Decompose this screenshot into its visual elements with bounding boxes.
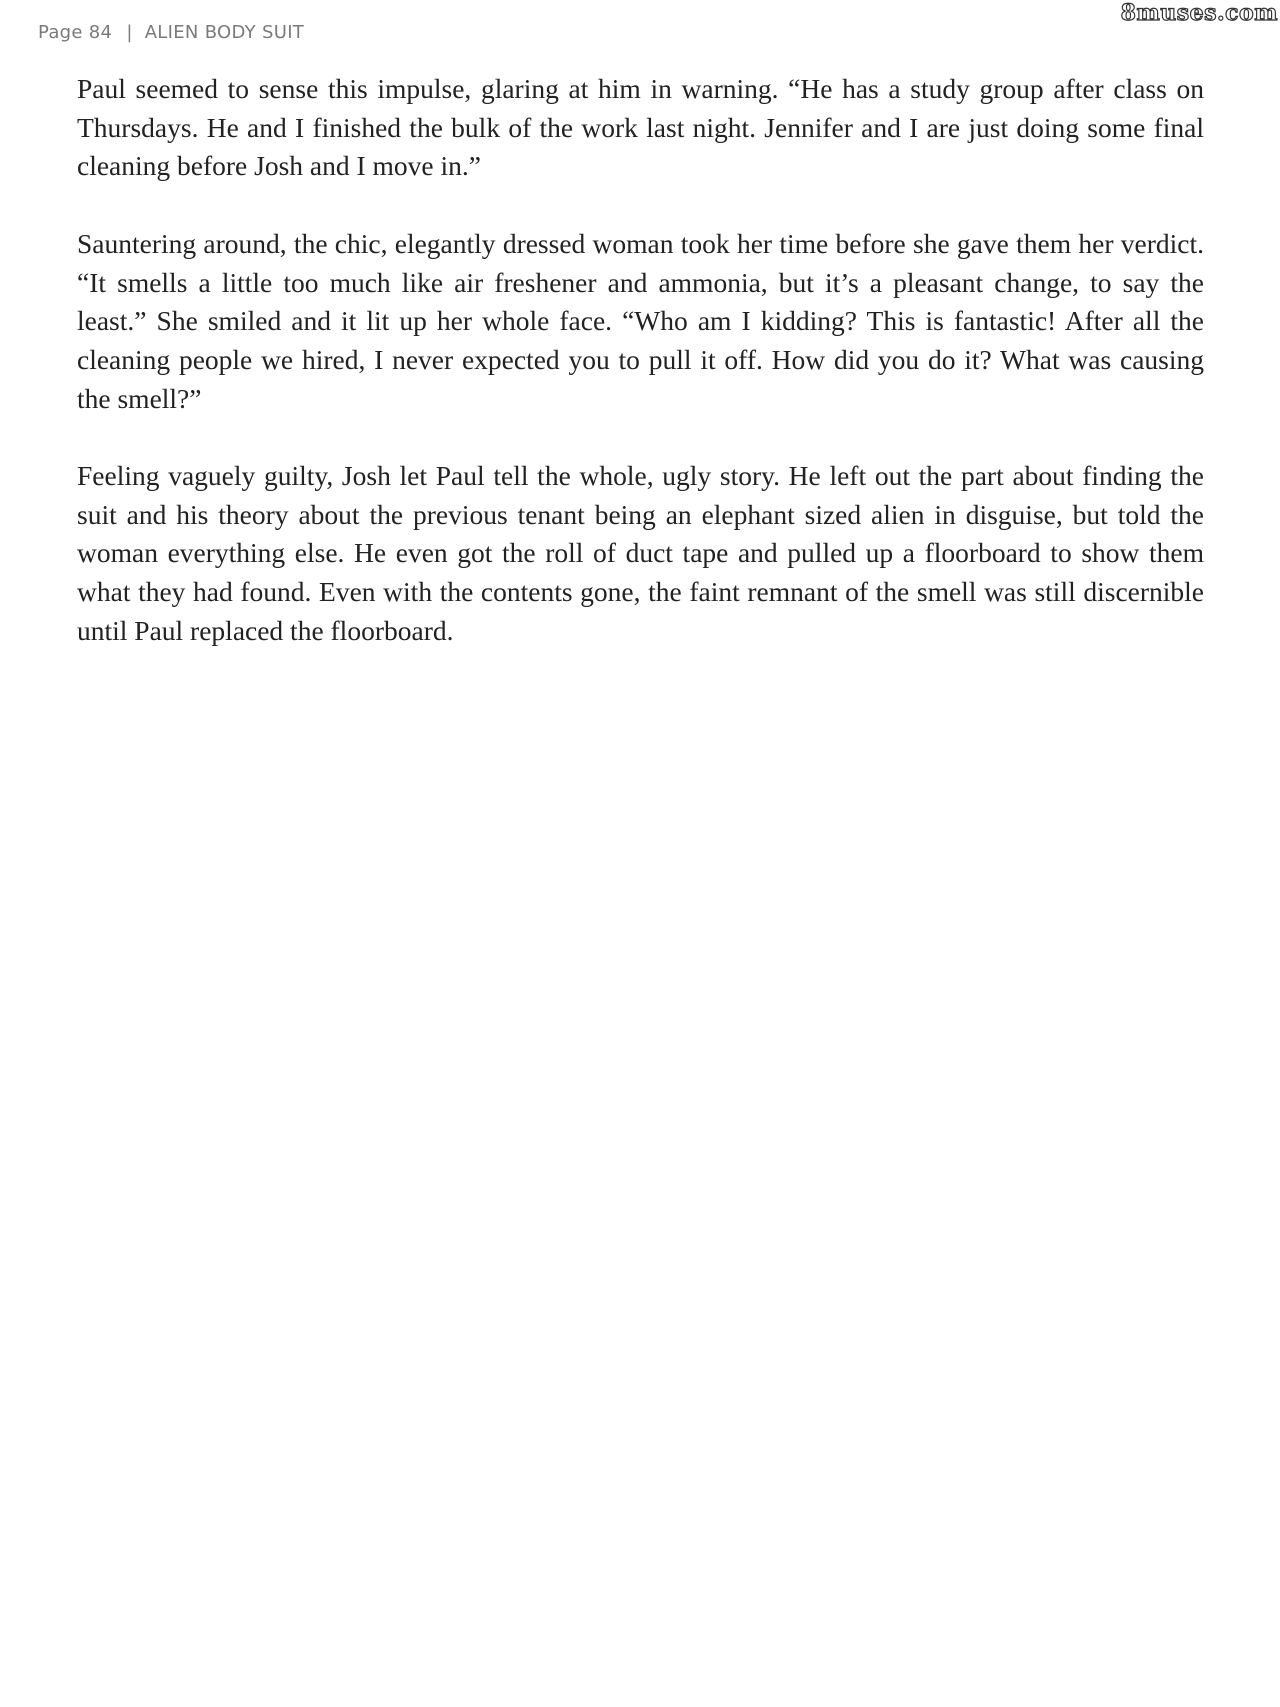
- header-separator: |: [126, 22, 133, 43]
- story-text: [77, 70, 1204, 689]
- paragraph: Sauntering around, the chic, elegantly dressed woman took her time before she gave them her verdict. “It smells a little too much like air freshener and ammonia, but it’s a pleasant change, to say the least.” She smiled and it lit up her whole face. “Who am I kidding? This is fantastic! After all the cleaning people we hired, I never expected you to pull it off. How did you do it? What was causing the smell?”: [77, 227, 1204, 414]
- book-title: ALIEN BODY SUIT: [144, 22, 305, 43]
- page-number: Page 84: [38, 22, 113, 43]
- paragraph: Paul seemed to sense this impulse, glaring at him in warning. “He has a study group after class on Thursdays. He and I finished the bulk of the work last night. Jennifer and I are just doing some final cleaning before Josh and I move in.”: [77, 73, 1204, 182]
- running-header: [38, 22, 304, 43]
- site-watermark: 8muses.com: [1120, 0, 1278, 26]
- paragraph: Feeling vaguely guilty, Josh let Paul tell the whole, ugly story. He left out the part about finding the suit and his theory about the previous tenant being an elephant sized alien in disguise, but told the woman everything else. He even got the roll of duct tape and pulled up a floorboard to show them what they had found. Even with the contents gone, the faint remnant of the smell was still discernible until Paul replaced the floorboard.: [77, 460, 1204, 646]
